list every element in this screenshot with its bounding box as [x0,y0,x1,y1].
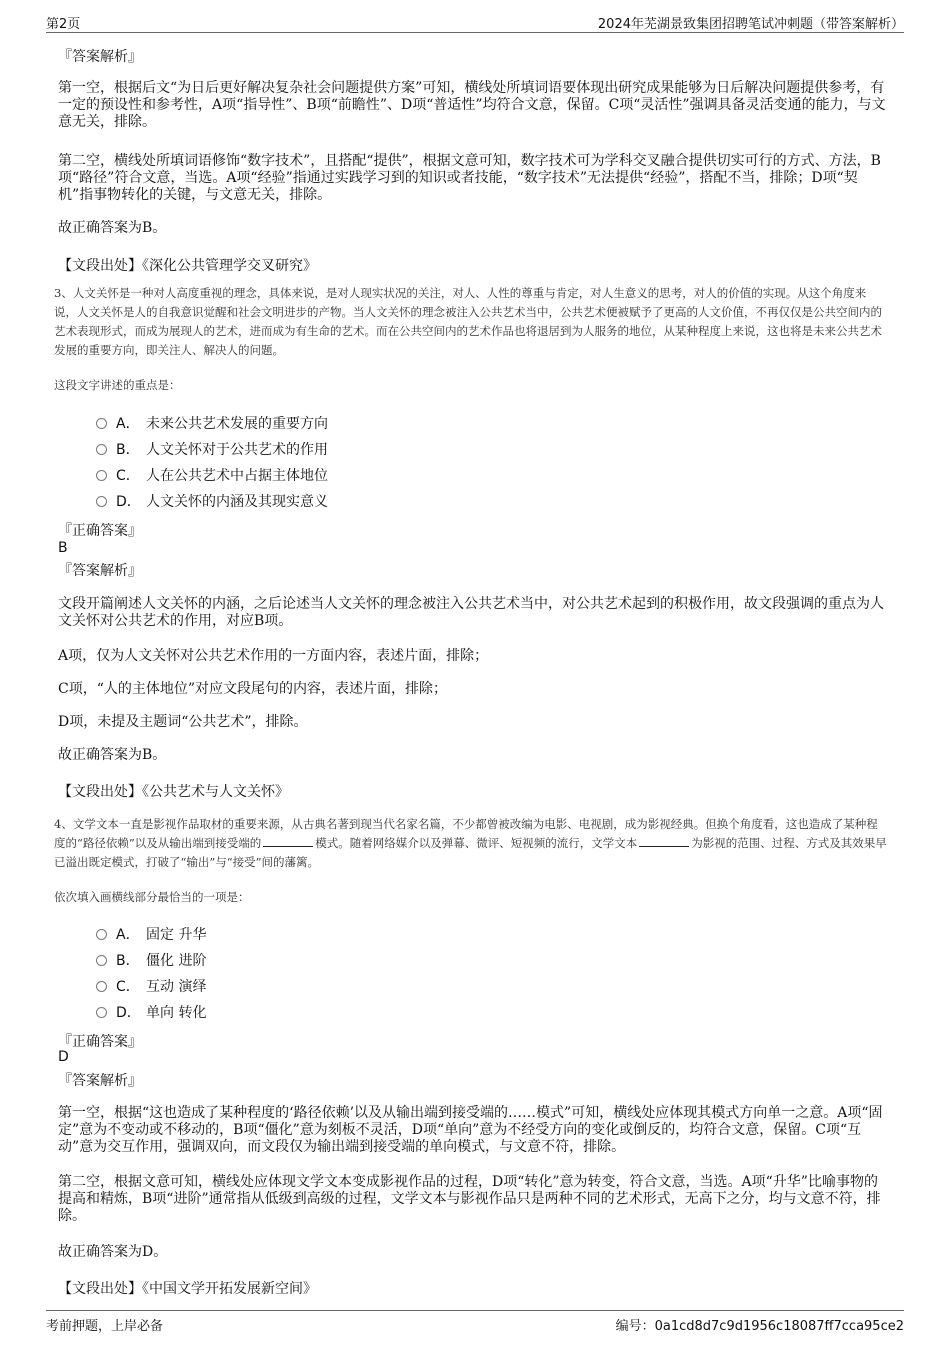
q3-analysis-tag: 『答案解析』 [58,563,142,579]
q3-conclusion: 故正确答案为B。 [58,747,167,763]
q4-option-b[interactable]: B． 僵化 进阶 [96,950,206,970]
q3-option-b[interactable]: B． 人文关怀对于公共艺术的作用 [96,439,328,459]
radio-icon[interactable] [96,981,107,992]
q4-option-d[interactable]: D． 单向 转化 [96,1002,206,1022]
radio-icon[interactable] [96,955,107,966]
page-footer [46,1310,904,1335]
q3-option-c[interactable]: C． 人在公共艺术中占据主体地位 [96,465,328,485]
q4-answer: D [58,1049,69,1065]
footer-slogan: 考前押题，上岸必备 [46,1319,164,1334]
radio-icon[interactable] [96,418,107,429]
q4-answer-tag: 『正确答案』 [58,1034,142,1050]
radio-icon[interactable] [96,496,107,507]
q3-answer-tag: 『正确答案』 [58,523,142,539]
document-title: 2024年芜湖景致集团招聘笔试冲刺题（带答案解析） [597,17,904,32]
q4-prompt: 依次填入画横线部分最恰当的一项是： [54,890,250,904]
q3-analysis-pd: D项，未提及主题词“公共艺术”，排除。 [58,714,308,730]
q2-analysis-tag: 『答案解析』 [58,49,142,65]
radio-icon[interactable] [96,470,107,481]
q2-analysis-p1: 第一空，根据后文“为日后更好解决复杂社会问题提供方案”可知，横线处所填词语要体现出研究成果能够为日后解决问题提供参考，有一定的预设性和参考性，A项“指导性”、B项“前瞻性”、D项“普适性”均符合文意，保留。C项“灵活性”强调具备灵活变通的能力，与文意无关，排除。 [58,80,886,130]
fill-blank-2 [639,835,689,847]
footer-code: 编号：0a1cd8d7c9d1956c18087ff7cca95ce2 [615,1319,904,1334]
q4-conclusion: 故正确答案为D。 [58,1244,168,1260]
q3-source: 【文段出处】《公共艺术与人文关怀》 [58,784,289,800]
fill-blank-1 [263,835,313,847]
page-header [46,10,904,33]
q4-source: 【文段出处】《中国文学开拓发展新空间》 [58,1281,317,1297]
radio-icon[interactable] [96,929,107,940]
q3-analysis-pc: C项，“人的主体地位”对应文段尾句的内容，表述片面，排除； [58,681,448,697]
q4-stem: 4、文学文本一直是影视作品取材的重要来源，从古典名著到现当代名家名篇，不少都曾被改编为电影、电视剧，成为影视经典。但换个角度看，这也造成了某种程度的“路径依赖”以及从输出端到接受端的 模式。随着网络媒介以及弹幕、微评、短视频的流行，文学文本 为影视的范围、过程、方式及其效果早已溢出既定模式，打破了“输出”与“接受”间的藩篱。 [54,817,887,869]
q3-stem: 3、人文关怀是一种对人高度重视的理念，具体来说，是对人现实状况的关注，对人、人性的尊重与肯定，对人生意义的思考，对人的价值的实现。从这个角度来说，人文关怀是人的自我意识觉醒和社会文明进步的产物。当人文关怀的理念被注入公共艺术当中，公共艺术便被赋予了更高的人文价值，不再仅仅是公共空间内的艺术表现形式，而成为展现人的艺术，进而成为有生命的艺术。而在公共空间内的艺术作品也将退居到为人服务的地位，从某种程度上来说，这也将是未来公共艺术发展的重要方向，即关注人、解决人的问题。 [54,286,882,357]
q2-source: 【文段出处】《深化公共管理学交叉研究》 [58,258,317,274]
q3-option-a[interactable]: A． 未来公共艺术发展的重要方向 [96,413,328,433]
q4-option-a[interactable]: A． 固定 升华 [96,924,206,944]
q3-prompt: 这段文字讲述的重点是： [54,378,181,392]
q4-analysis-p2: 第二空，根据文意可知，横线处应体现文学文本变成影视作品的过程，D项“转化”意为转变，符合文意，当选。A项“升华”比喻事物的提高和精炼，B项“进阶”通常指从低级到高级的过程，文学文本与影视作品只是两种不同的艺术形式，无高下之分，均与文意不符，排除。 [58,1174,881,1224]
radio-icon[interactable] [96,1007,107,1018]
q4-option-c[interactable]: C． 互动 演绎 [96,976,206,996]
q3-analysis-p1: 文段开篇阐述人文关怀的内涵，之后论述当人文关怀的理念被注入公共艺术当中，对公共艺术起到的积极作用，故文段强调的重点为人文关怀对公共艺术的作用，对应B项。 [58,596,884,629]
q3-answer: B [58,540,68,556]
q2-analysis-p2: 第二空，横线处所填词语修饰“数字技术”，且搭配“提供”，根据文意可知，数字技术可为学科交叉融合提供切实可行的方式、方法，B项“路径”符合文意，当选。A项“经验”指通过实践学习到的知识或者技能，“数字技术”无法提供“经验”，搭配不当，排除；D项“契机”指事物转化的关键，与文意无关，排除。 [58,153,881,203]
radio-icon[interactable] [96,444,107,455]
q4-analysis-tag: 『答案解析』 [58,1073,142,1089]
page-number: 第2页 [46,17,81,32]
q3-analysis-pa: A项，仅为人文关怀对公共艺术作用的一方面内容，表述片面，排除； [58,648,489,664]
q3-option-d[interactable]: D． 人文关怀的内涵及其现实意义 [96,491,328,511]
q4-analysis-p1: 第一空，根据“这也造成了某种程度的‘路径依赖’以及从输出端到接受端的……模式”可知，横线处应体现其模式方向单一之意。A项“固定”意为不变动或不移动的，B项“僵化”意为刻板不灵活，D项“单向”意为不经受方向的变化或倒反的，均符合文意，保留。C项“互动”意为交互作用，强调双向，而文段仅为输出端到接受端的单向模式，与文意不符，排除。 [58,1105,883,1155]
q2-conclusion: 故正确答案为B。 [58,220,167,236]
